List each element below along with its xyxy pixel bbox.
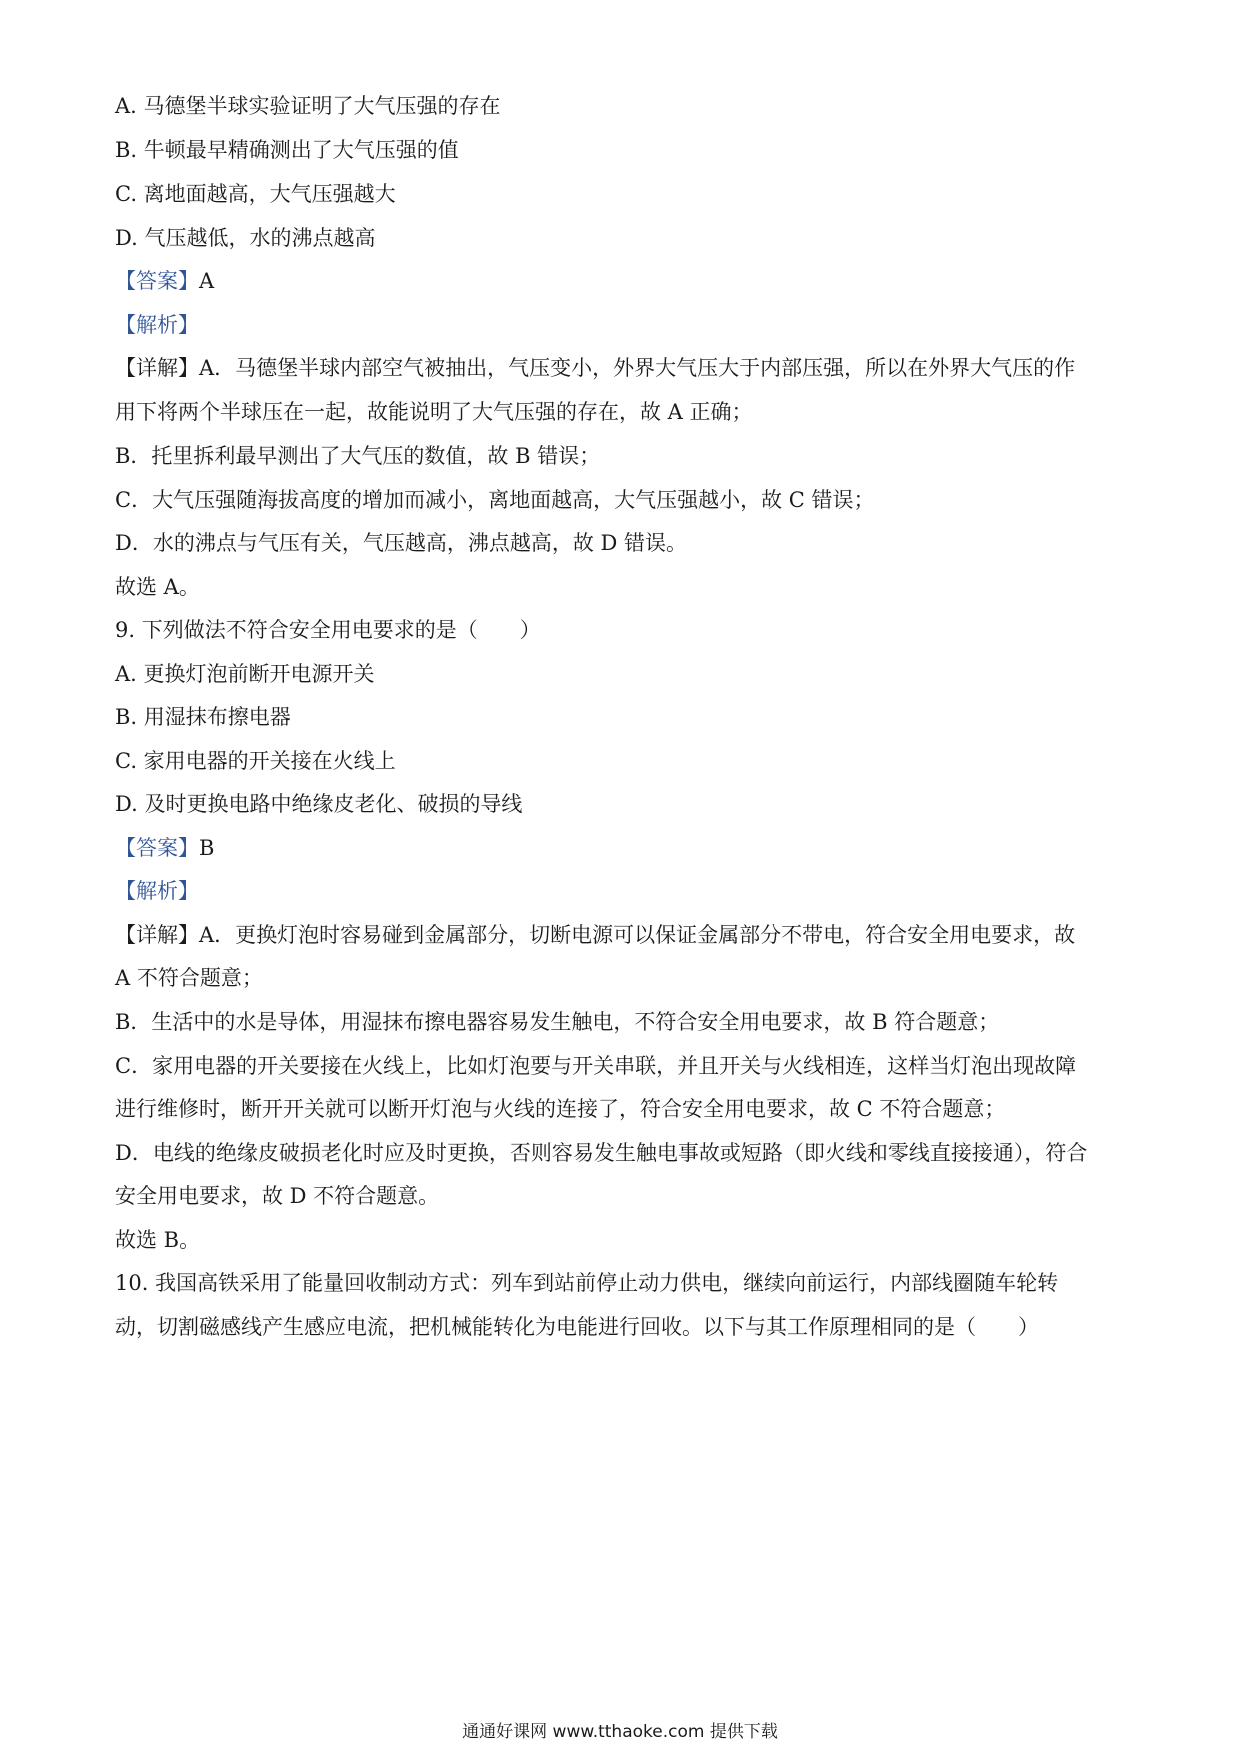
q8-detail-line-1: 【详解】A．马德堡半球内部空气被抽出，气压变小，外界大气压大于内部压强，所以在外界大气压的作 <box>115 356 1076 380</box>
q8-detail-line-4: C．大气压强随海拔高度的增加而减小，离地面越高，大气压强越小，故 C 错误； <box>115 488 875 512</box>
q9-conclusion: 故选 B。 <box>115 1228 201 1252</box>
q9-option-c: C. 家用电器的开关接在火线上 <box>115 749 396 773</box>
q9-answer <box>115 833 1135 863</box>
q9-detail-line-1: 【详解】A．更换灯泡时容易碰到金属部分，切断电源可以保证金属部分不带电，符合安全用电要求，故 <box>115 923 1076 947</box>
q10-question-line-1: 10. 我国高铁采用了能量回收制动方式：列车到站前停止动力供电，继续向前运行，内部线圈随车轮转 <box>115 1271 1059 1295</box>
q8-option-d: D. 气压越低，水的沸点越高 <box>115 226 376 250</box>
analysis-label: 【解析】 <box>115 879 199 903</box>
q8-answer <box>115 266 1135 296</box>
q9-detail-line-3: B．生活中的水是导体，用湿抹布擦电器容易发生触电，不符合安全用电要求，故 B 符合题意； <box>115 1010 1000 1034</box>
q9-question: 9. 下列做法不符合安全用电要求的是（ ） <box>115 618 541 642</box>
q8-option-a: A. 马德堡半球实验证明了大气压强的存在 <box>115 94 501 118</box>
q8-detail-line-5: D．水的沸点与气压有关，气压越高，沸点越高，故 D 错误。 <box>115 531 688 555</box>
q8-analysis <box>115 310 1135 340</box>
analysis-label: 【解析】 <box>115 313 199 337</box>
q8-option-c: C. 离地面越高，大气压强越大 <box>115 182 396 206</box>
page-footer: 通通好课网 www.tthaoke.com 提供下载 <box>462 1722 778 1742</box>
answer-label: 【答案】 <box>115 836 199 860</box>
answer-label: 【答案】 <box>115 269 199 293</box>
q8-conclusion: 故选 A。 <box>115 575 200 599</box>
answer-value: A <box>199 269 215 293</box>
answer-value: B <box>199 836 215 860</box>
q10-question-line-2: 动，切割磁感线产生感应电流，把机械能转化为电能进行回收。以下与其工作原理相同的是（ ） <box>115 1315 1039 1339</box>
q8-detail-line-3: B．托里拆利最早测出了大气压的数值，故 B 错误； <box>115 444 601 468</box>
q9-option-a: A. 更换灯泡前断开电源开关 <box>115 662 375 686</box>
q8-option-b: B. 牛顿最早精确测出了大气压强的值 <box>115 138 459 162</box>
q9-analysis <box>115 876 1135 906</box>
q9-option-b: B. 用湿抹布擦电器 <box>115 705 291 729</box>
q9-detail-line-7: 安全用电要求，故 D 不符合题意。 <box>115 1184 440 1208</box>
q9-detail-line-6: D．电线的绝缘皮破损老化时应及时更换，否则容易发生触电事故或短路（即火线和零线直接接通），符合 <box>115 1141 1088 1165</box>
q9-option-d: D. 及时更换电路中绝缘皮老化、破损的导线 <box>115 792 523 816</box>
q9-detail-line-5: 进行维修时，断开开关就可以断开灯泡与火线的连接了，符合安全用电要求，故 C 不符合题意； <box>115 1097 1006 1121</box>
q9-detail-line-4: C．家用电器的开关要接在火线上，比如灯泡要与开关串联，并且开关与火线相连，这样当灯泡出现故障 <box>115 1054 1077 1078</box>
q8-detail-line-2: 用下将两个半球压在一起，故能说明了大气压强的存在，故 A 正确； <box>115 400 753 424</box>
q9-detail-line-2: A 不符合题意； <box>115 966 263 990</box>
